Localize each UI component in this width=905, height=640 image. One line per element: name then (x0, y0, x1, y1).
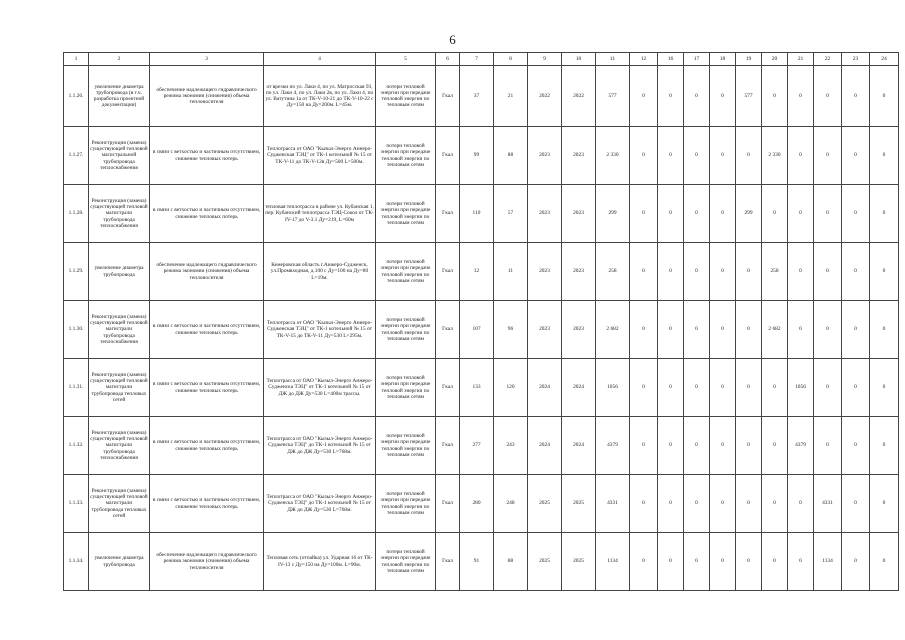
table-cell: 2 682 (762, 301, 788, 359)
table-cell: 0 (762, 533, 788, 591)
table-cell: Теплотрасса от ОАО "Кызыл-Энерго Аннеро-Судженская ТЭЦ" от ТК-1 котельной № 15 от ТК-V-11 до ТК-V-12в Ду=500 L=500м. (264, 127, 376, 185)
table-cell: 0 (658, 359, 684, 417)
table-cell: 0 (814, 127, 842, 185)
table-cell: 2025 (528, 475, 562, 533)
table-cell: 0 (736, 417, 762, 475)
table-cell: Гкал (436, 66, 460, 127)
table-cell: 1.1.32. (64, 417, 89, 475)
table-cell: 120 (494, 359, 528, 417)
table-cell: 0 (814, 185, 842, 243)
table-cell: потери тепловой энергии при передаче тепловой энергии по тепловым сетям (376, 127, 436, 185)
table-cell: 1.1.31. (64, 359, 89, 417)
table-cell: 0 (842, 301, 870, 359)
table-cell: 0 (814, 417, 842, 475)
table-cell: Гкал (436, 185, 460, 243)
table-cell: 2024 (562, 359, 596, 417)
table-cell: Гкал (436, 475, 460, 533)
table-cell: 1.1.26. (64, 66, 89, 127)
table-cell: 0 (630, 66, 658, 127)
table-cell: 1.1.34. (64, 533, 89, 591)
table-cell: Гкал (436, 417, 460, 475)
column-number-row (64, 53, 899, 66)
table-cell: 0 (842, 243, 870, 301)
table-cell: 21 (494, 66, 528, 127)
table-cell: 1.1.27. (64, 127, 89, 185)
column-number: 20 (762, 53, 788, 66)
table-row (64, 185, 899, 243)
table-row (64, 475, 899, 533)
column-number: 21 (788, 53, 814, 66)
table-cell: 0 (842, 475, 870, 533)
investment-table (63, 52, 899, 591)
column-number: 24 (870, 53, 899, 66)
table-cell: 2023 (528, 243, 562, 301)
table-cell: Тепловая сеть (отпайка) ул. Ударная 16 от ТК-IV-13 с Ду=150 на Ду=100м. L=90м. (264, 533, 376, 591)
column-number: 6 (436, 53, 460, 66)
table-cell: 88 (494, 533, 528, 591)
column-number: 19 (736, 53, 762, 66)
column-number: 4 (264, 53, 376, 66)
table-cell: 0 (788, 301, 814, 359)
table-cell: 0 (762, 417, 788, 475)
table-cell: 57 (494, 185, 528, 243)
table-cell: 2 330 (596, 127, 630, 185)
table-cell: 2023 (562, 127, 596, 185)
page-number: 6 (449, 32, 456, 47)
table-cell: 0 (658, 417, 684, 475)
table-cell: 2025 (562, 475, 596, 533)
table-cell: 107 (460, 301, 494, 359)
table-cell: Реконструкция (замена) существующей тепловой магистрали трубопровода теплоснабжения (89, 301, 150, 359)
table-cell: 0 (870, 243, 899, 301)
table-cell: 12 (460, 243, 494, 301)
table-cell: 0 (870, 417, 899, 475)
table-cell: 577 (596, 66, 630, 127)
table-cell: 37 (460, 66, 494, 127)
table-row (64, 301, 899, 359)
table-cell: Кемеровская область г.Анжеро-Судженск, ул.Промвходная, д.100 с Ду=100 на Ду=80 L=19м. (264, 243, 376, 301)
table-cell: от врезки по ул. Лаки 4, по ул. Матросская 93, по ул. Лаки 4, по ул. Лаки 2в, по ул. Лаки 4, по ул. Ватутина 1а от ТК-V-10-21 до ТК-V-10-22 с Ду=150 на Ду=200м. L=45м. (264, 66, 376, 127)
table-cell: 0 (630, 417, 658, 475)
table-cell: 0 (630, 475, 658, 533)
table-cell: 280 (460, 475, 494, 533)
table-cell: в связи с ветхостью и частичным отсутствием, снижение тепловых потерь (150, 127, 264, 185)
table-cell: Реконструкция (замена) существующей тепловой магистрали трубопровода тепловых сетей (89, 475, 150, 533)
table-cell: 0 (684, 185, 710, 243)
table-cell: 4379 (596, 417, 630, 475)
table-cell: 299 (596, 185, 630, 243)
table-cell: 0 (684, 533, 710, 591)
table-row (64, 127, 899, 185)
table-cell: 0 (736, 301, 762, 359)
table-cell: 258 (762, 243, 788, 301)
table-row (64, 533, 899, 591)
table-cell: 2025 (562, 533, 596, 591)
column-number: 9 (528, 53, 562, 66)
table-cell: 0 (870, 359, 899, 417)
table-cell: 4379 (788, 417, 814, 475)
table-cell: увеличение диаметра трубопровода (в т.ч. разработка проектной документации) (89, 66, 150, 127)
table-cell: потери тепловой энергии при передаче тепловой энергии по тепловым сетям (376, 417, 436, 475)
table-cell: 1134 (596, 533, 630, 591)
table-cell: 1.1.30. (64, 301, 89, 359)
table-cell: 258 (596, 243, 630, 301)
table-cell: 133 (460, 359, 494, 417)
table-cell: 2023 (528, 301, 562, 359)
table-row (64, 417, 899, 475)
table-cell: 2022 (562, 66, 596, 127)
table-cell: 0 (684, 66, 710, 127)
table-cell: 0 (788, 475, 814, 533)
table-cell: в связи с ветхостью и частичным отсутствием, снижение тепловых потерь (150, 301, 264, 359)
table-cell: 1.1.28. (64, 185, 89, 243)
column-number: 11 (596, 53, 630, 66)
column-number: 7 (460, 53, 494, 66)
column-number: 17 (684, 53, 710, 66)
table-cell: 2024 (562, 417, 596, 475)
table-cell: 0 (814, 66, 842, 127)
table-cell: 0 (788, 66, 814, 127)
table-cell: 0 (684, 417, 710, 475)
table-cell: 0 (788, 185, 814, 243)
column-number: 10 (562, 53, 596, 66)
table-cell: увеличение диаметра трубопровода (89, 533, 150, 591)
column-number: 5 (376, 53, 436, 66)
table-cell: 0 (788, 243, 814, 301)
table-cell: 0 (710, 359, 736, 417)
table-cell: 0 (842, 127, 870, 185)
table-cell: 1056 (788, 359, 814, 417)
table-cell: 0 (710, 475, 736, 533)
table-row (64, 66, 899, 127)
table-cell: 2023 (562, 301, 596, 359)
table-cell: в связи с ветхостью и частичным отсутствием, снижение тепловых потерь (150, 185, 264, 243)
table-cell: 0 (658, 243, 684, 301)
table-cell: 0 (684, 243, 710, 301)
table-cell: 243 (494, 417, 528, 475)
column-number: 23 (842, 53, 870, 66)
table-cell: потери тепловой энергии при передаче тепловой энергии по тепловым сетям (376, 359, 436, 417)
table-cell: 0 (684, 359, 710, 417)
table-cell: 577 (736, 66, 762, 127)
table-cell: 2023 (562, 185, 596, 243)
table-cell: 0 (658, 475, 684, 533)
table-cell: 0 (684, 301, 710, 359)
table-cell: обеспечение надлежащего гидравлического режима экономии (снижения) объема теплоносителя (150, 66, 264, 127)
table-cell: 0 (658, 533, 684, 591)
table-cell: увеличение диаметра трубопровода (89, 243, 150, 301)
table-cell: 2023 (528, 185, 562, 243)
table-cell: 0 (788, 533, 814, 591)
table-cell: 0 (870, 301, 899, 359)
table-cell: 0 (710, 301, 736, 359)
table-cell: 0 (630, 533, 658, 591)
table-cell: потери тепловой энергии при передаче тепловой энергии по тепловым сетям (376, 475, 436, 533)
table-cell: 0 (710, 243, 736, 301)
table-cell: Реконструкция (замена) существующей тепловой магистральной трубопровода теплоснабжения (89, 127, 150, 185)
column-number: 22 (814, 53, 842, 66)
table-cell: 0 (630, 359, 658, 417)
column-number: 16 (658, 53, 684, 66)
table-cell: Гкал (436, 127, 460, 185)
table-cell: Реконструкция (замена) существующей тепловой магистрали трубопровода теплоснабжения (89, 417, 150, 475)
table-cell: 0 (736, 243, 762, 301)
table-cell: 2024 (528, 359, 562, 417)
table-cell: 0 (710, 185, 736, 243)
table-cell: 0 (762, 359, 788, 417)
table-cell: 2024 (528, 417, 562, 475)
table-cell: потери тепловой энергии при передаче тепловой энергии по тепловым сетям (376, 243, 436, 301)
table-cell: 0 (736, 127, 762, 185)
column-number: 8 (494, 53, 528, 66)
table-cell: 0 (710, 417, 736, 475)
table-cell: 0 (762, 66, 788, 127)
table-cell: 0 (870, 127, 899, 185)
table-cell: 0 (630, 243, 658, 301)
table-cell: тепловая теплотрасса в районе ул. Кубанская 1, пер. Кубанский теплотрасса ТЭЦ-Сокол от ТК-IV-17 до V-3.1 Ду=219, L=60м (264, 185, 376, 243)
table-cell: потери тепловой энергии при передаче тепловой энергии по тепловым сетям (376, 533, 436, 591)
table-cell: 11 (494, 243, 528, 301)
table-cell: 0 (710, 533, 736, 591)
table-cell: 0 (684, 475, 710, 533)
table-cell: 110 (460, 185, 494, 243)
table-cell: Гкал (436, 243, 460, 301)
column-number: 1 (64, 53, 89, 66)
table-cell: в связи с ветхостью и частичным отсутствием, снижение тепловых потерь (150, 475, 264, 533)
table-cell: 0 (736, 533, 762, 591)
table-cell: 248 (494, 475, 528, 533)
table-cell: 0 (814, 243, 842, 301)
table-cell: обеспечение надлежащего гидравлического режима экономии (снижения) объема теплоносителя (150, 243, 264, 301)
table-cell: Гкал (436, 359, 460, 417)
table-cell: 0 (870, 66, 899, 127)
table-cell: Гкал (436, 533, 460, 591)
table-cell: 0 (630, 127, 658, 185)
table-cell: в связи с ветхостью и частичным отсутствием, снижение тепловых потерь (150, 359, 264, 417)
table-cell: 0 (658, 301, 684, 359)
table-cell: 0 (842, 66, 870, 127)
table-cell: 1.1.33. (64, 475, 89, 533)
table-cell: 99 (460, 127, 494, 185)
column-number: 3 (150, 53, 264, 66)
table-cell: 0 (710, 127, 736, 185)
table-cell: 2025 (528, 533, 562, 591)
table-cell: 0 (788, 127, 814, 185)
table-cell: 0 (736, 475, 762, 533)
table-cell: 0 (736, 359, 762, 417)
table-cell: в связи с ветхостью и частичным отсутствием, снижение тепловых потерь (150, 417, 264, 475)
table-cell: 0 (814, 359, 842, 417)
table-cell: 0 (710, 66, 736, 127)
table-cell: 91 (460, 533, 494, 591)
table-row (64, 359, 899, 417)
table-cell: Реконструкция (замена) существующей тепловой магистрали трубопровода теплоснабжения (89, 185, 150, 243)
table-cell: 0 (630, 185, 658, 243)
column-number: 2 (89, 53, 150, 66)
table-cell: 0 (842, 359, 870, 417)
table-cell: Теплотрасса от ОАО "Кызыл-Энерго Анжеро-Судженска ТЭЦ" от ТК-1 котельной № 15 от ДЖ до ДЖ Ду=530 L=400м трассы. (264, 359, 376, 417)
table-cell: 2 682 (596, 301, 630, 359)
table-cell: 88 (494, 127, 528, 185)
table-cell: обеспечение надлежащего гидравлического режима экономии (снижения) объема теплоносителя (150, 533, 264, 591)
table-cell: 0 (870, 533, 899, 591)
table-cell: 4331 (596, 475, 630, 533)
table-cell: 96 (494, 301, 528, 359)
table-cell: 299 (736, 185, 762, 243)
table-cell: 0 (870, 185, 899, 243)
table-cell: Теплотрасса от ОАО "Кызыл-Энерго Анжеро-Судженска ТЭЦ" до ТК-1 котельной № 15 от ДЖ до ДЖ Ду=530 L=768м. (264, 417, 376, 475)
table-cell: 0 (870, 475, 899, 533)
table-cell: 0 (842, 533, 870, 591)
table-cell: Теплотрасса от ОАО "Кызыл-Энерго Анжеро-Судженска ТЭЦ" до ТК-1 котельной № 15 от ДЖ до ДЖ Ду=530 L=768м. (264, 475, 376, 533)
column-number: 12 (630, 53, 658, 66)
table-cell: 0 (762, 185, 788, 243)
table-cell: 0 (762, 475, 788, 533)
table-cell: 1.1.29. (64, 243, 89, 301)
table-cell: 0 (658, 185, 684, 243)
table-cell: Реконструкция (замена) существующей тепловой магистрали трубопровода тепловых сетей (89, 359, 150, 417)
table-cell: потери тепловой энергии при передаче тепловой энергии по тепловым сетям (376, 301, 436, 359)
table-cell: 0 (814, 301, 842, 359)
table-cell: 1056 (596, 359, 630, 417)
table-row (64, 243, 899, 301)
table-cell: Гкал (436, 301, 460, 359)
table-cell: потери тепловой энергии при передаче тепловой энергии по тепловым сетям (376, 185, 436, 243)
table-cell: 0 (630, 301, 658, 359)
table-cell: 2023 (528, 127, 562, 185)
table-cell: 2022 (528, 66, 562, 127)
table-cell: Теплотрасса от ОАО "Кызыл-Энерго Аннеро-Судженская ТЭЦ" от ТК-1 котельной № 15 от ТК-V-15 до ТК-V-11 Ду=530 L=295м. (264, 301, 376, 359)
table-cell: 0 (842, 417, 870, 475)
table-cell: 0 (658, 127, 684, 185)
table-cell: 2 330 (762, 127, 788, 185)
table-cell: 0 (684, 127, 710, 185)
table-cell: 0 (842, 185, 870, 243)
column-number: 18 (710, 53, 736, 66)
table-cell: потери тепловой энергии при передаче тепловой энергии по тепловым сетям (376, 66, 436, 127)
table-cell: 4331 (814, 475, 842, 533)
table-cell: 1134 (814, 533, 842, 591)
table-cell: 0 (658, 66, 684, 127)
table-cell: 2023 (562, 243, 596, 301)
table-cell: 277 (460, 417, 494, 475)
